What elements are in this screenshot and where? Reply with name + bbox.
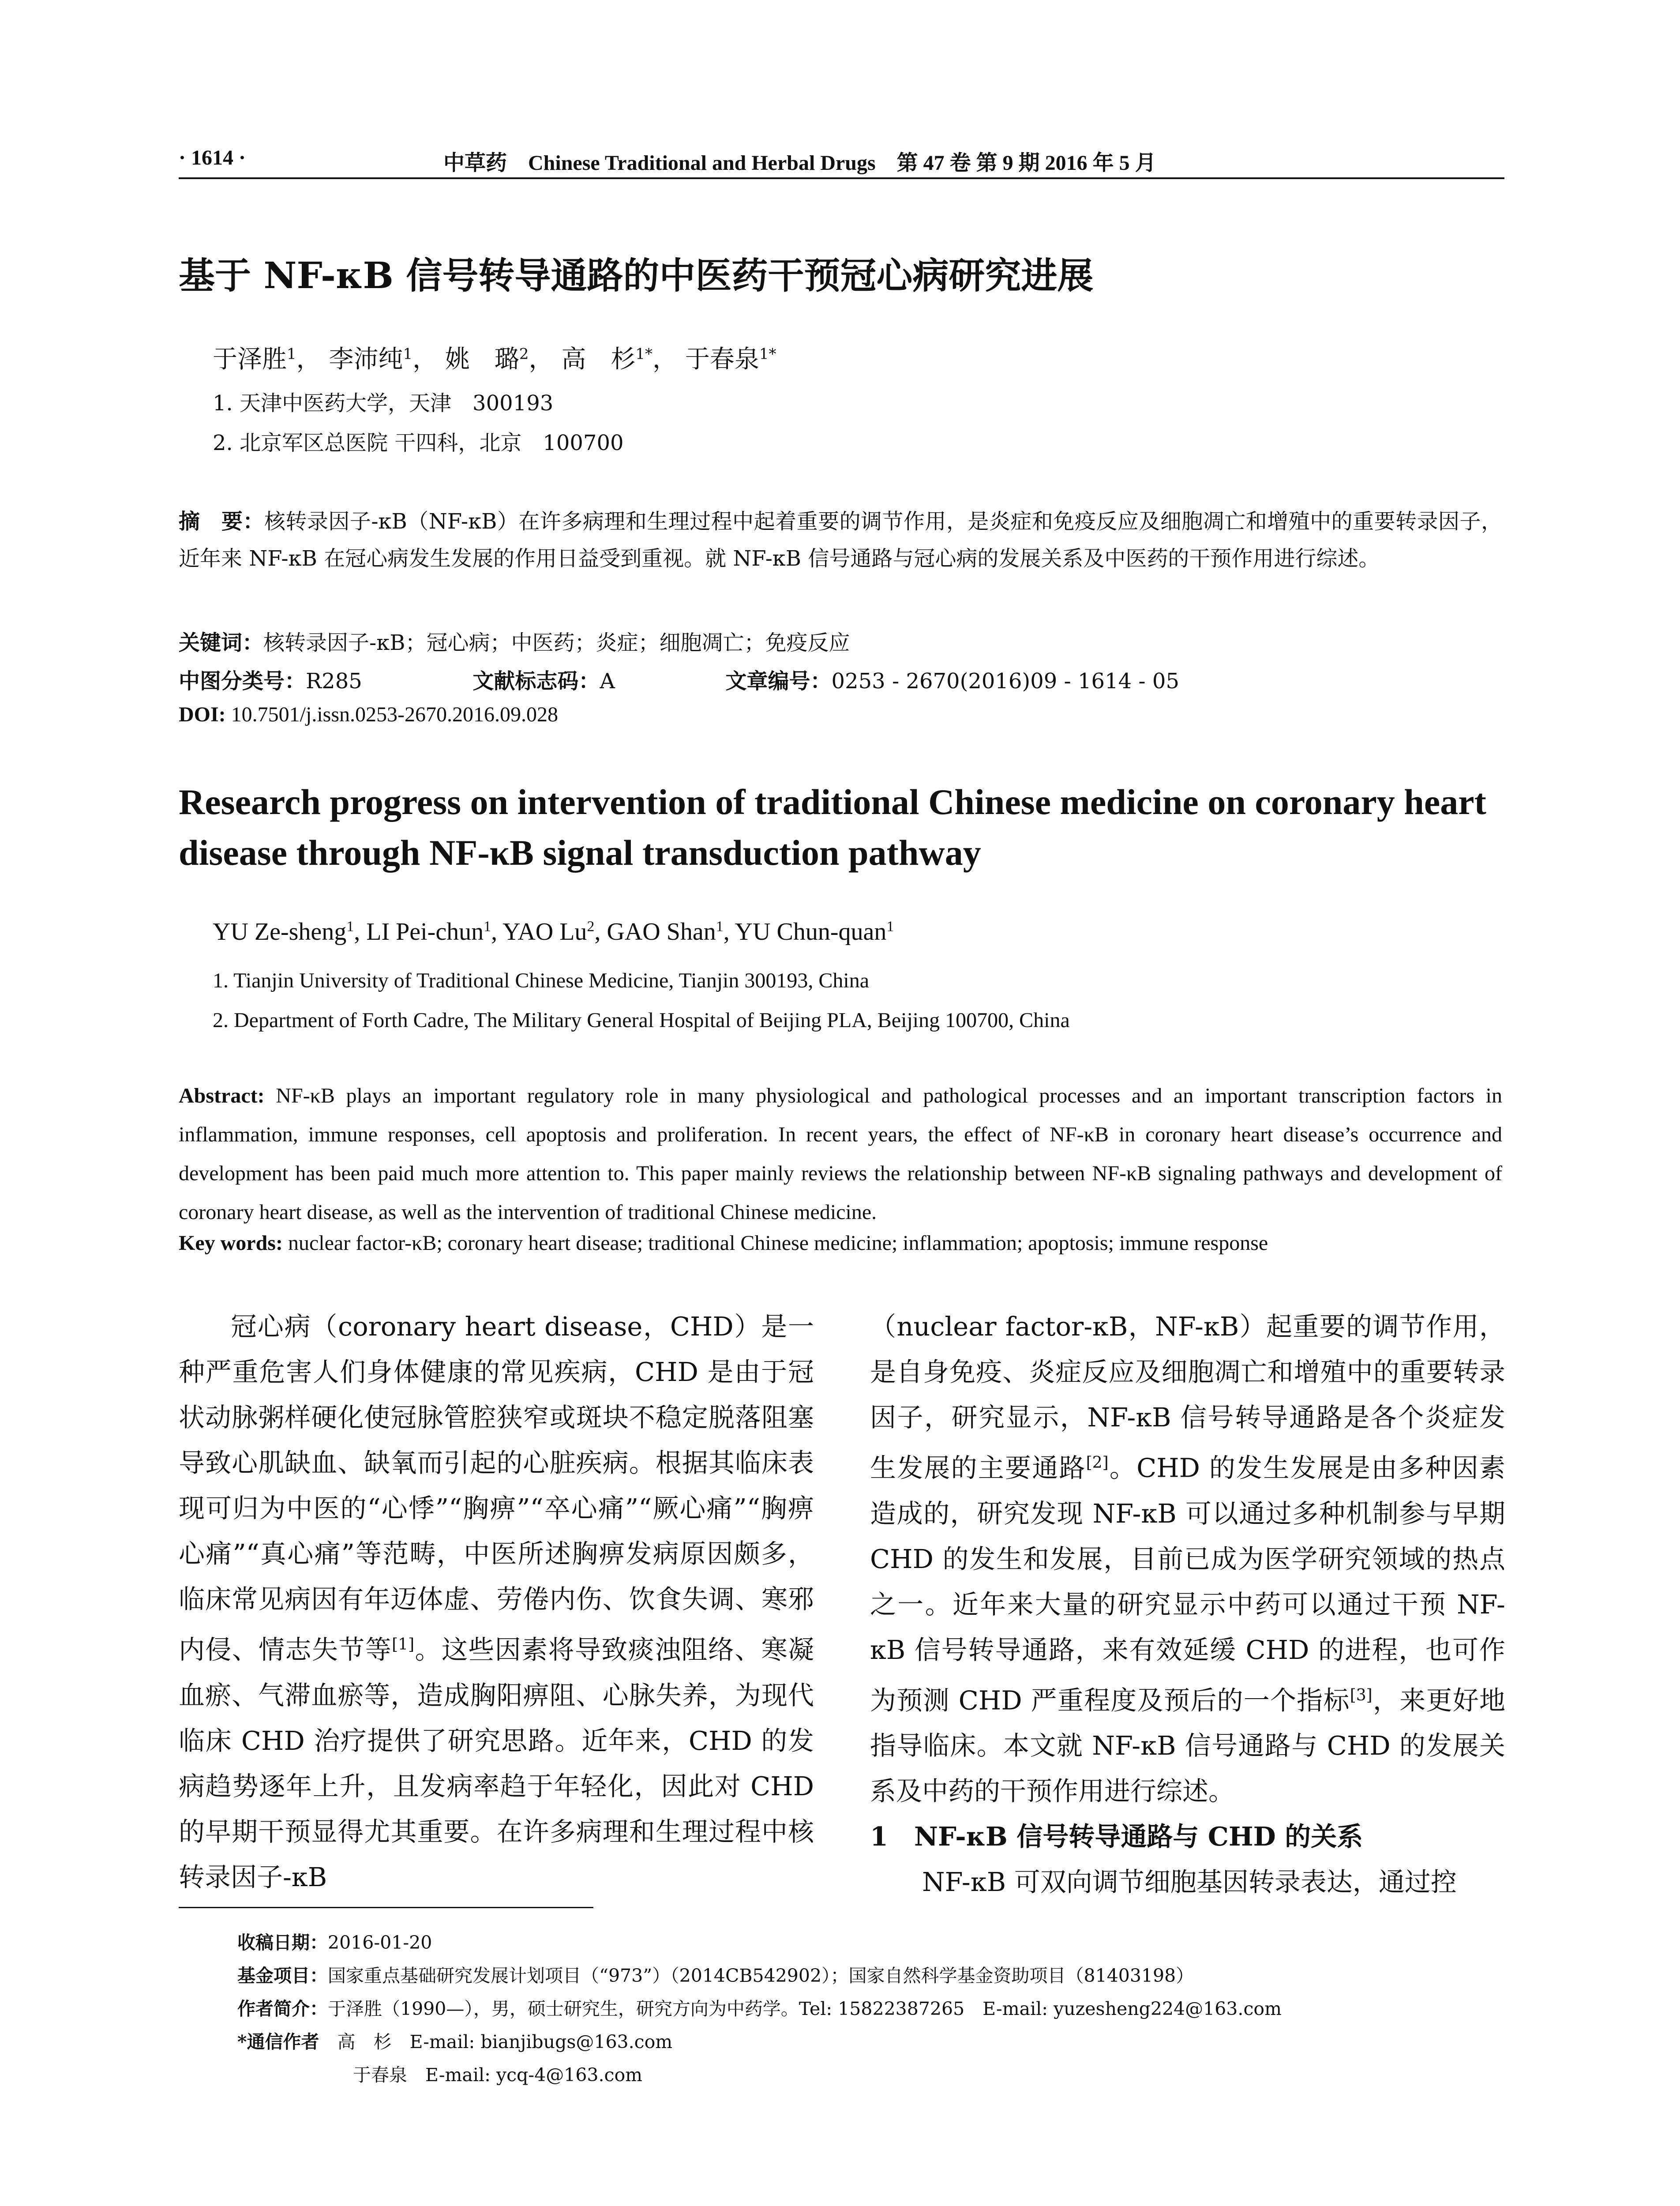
chinese-title: 基于 NF-κB 信号转导通路的中医药干预冠心病研究进展	[179, 255, 1094, 297]
doc-code-label: 文献标志码：	[472, 669, 600, 694]
footnote-text: 国家重点基础研究发展计划项目（“973”）（2014CB542902）；国家自然科学基金资助项目（81403198）	[328, 1965, 1194, 1986]
keywords-text: nuclear factor-κB; coronary heart disease; traditional Chinese medicine; inflammation; apoptosis; immune response	[288, 1231, 1268, 1255]
author-affiliation-mark: 1	[287, 345, 296, 363]
author-name: YAO Lu	[502, 918, 587, 945]
author-name: YU Ze-sheng	[213, 918, 347, 945]
english-affiliation: 2. Department of Forth Cadre, The Military General Hospital of Beijing PLA, Beijing 100700, China	[213, 1009, 1070, 1032]
doi-link[interactable]: 10.7501/j.issn.0253-2670.2016.09.028	[231, 703, 559, 726]
footnote-label: 基金项目：	[237, 1965, 328, 1986]
doi-label: DOI:	[179, 703, 226, 726]
footnote-text: 2016-01-20	[328, 1932, 432, 1953]
footnote-funding	[237, 1961, 1194, 1987]
author-affiliation-mark: 2	[587, 918, 595, 935]
paragraph-text: ，来更好地指导临床。本文就 NF-κB 信号通路与 CHD 的发展关系及中药的干预作用进行综述。	[870, 1685, 1505, 1807]
footnote-correspondence-second	[353, 2060, 642, 2086]
abstract-label: 摘 要：	[179, 509, 264, 534]
english-title: Research progress on intervention of traditional Chinese medicine on coronary heart disease through NF-κB signal transduction pathway	[179, 782, 1486, 873]
citation-link[interactable]: [3]	[1350, 1686, 1372, 1704]
author-affiliation-mark: 1	[484, 918, 491, 935]
author-name: 李沛纯	[329, 345, 403, 374]
paragraph-text: （nuclear factor-κB，NF-κB）起重要的调节作用，是自身免疫、炎症反应及细胞凋亡和增殖中的重要转录因子，研究显示，NF-κB 信号转导通路是各个炎症发生发展的主要通路	[870, 1311, 1505, 1483]
footnote-divider	[179, 1907, 593, 1908]
header-divider	[179, 177, 1504, 179]
chinese-abstract	[179, 503, 1502, 577]
chinese-keywords	[179, 626, 850, 656]
chinese-authors: 于泽胜$^1$， 李沛纯$^1$， 姚 璐$^2$， 高 杉$^{1*}$， 于春泉$^{1*}$	[213, 345, 776, 374]
abstract-text: 核转录因子-κB（NF-κB）在许多病理和生理过程中起着重要的调节作用，是炎症和免疫反应及细胞凋亡和增殖中的重要转录因子，近年来 NF-κB 在冠心病发生发展的作用日益受到重视。就 NF-κB 信号通路与冠心病的发展关系及中医药的干预作用进行综述。	[179, 509, 1502, 571]
footnote-label: 作者简介：	[237, 1998, 328, 2019]
clc-value: R285	[306, 669, 362, 694]
body-paragraph	[179, 1304, 814, 1900]
abstract-text: NF-κB plays an important regulatory role in many physiological and pathological processes and an important transcription factors in inflammation, immune responses, cell apoptosis and proliferation. In recent years, the effect of NF-κB in coronary heart disease’s occurrence and development has been paid much more attention to. This paper mainly reviews the relationship between NF-κB signaling pathways and development of coronary heart disease, as well as the intervention of traditional Chinese medicine.	[179, 1084, 1503, 1224]
author-affiliation-mark: 1	[716, 918, 724, 935]
running-header	[179, 140, 1502, 180]
english-authors: YU Ze-sheng$^1$, LI Pei-chun$^1$, YAO Lu$^2$, GAO Shan$^1$, YU Chun-quan$^1$	[213, 918, 894, 945]
author-name: 高 杉	[561, 345, 636, 374]
footnote-text: 于泽胜（1990—），男，硕士研究生，研究方向为中药学。Tel: 15822387265 E-mail: yuzesheng224@163.com	[328, 1998, 1282, 2019]
citation-link[interactable]: [2]	[1086, 1454, 1109, 1472]
author-affiliation-mark: 1*	[635, 345, 652, 363]
doc-code-value: A	[600, 669, 615, 694]
chinese-affiliation: 2. 北京军区总医院 干四科，北京 100700	[213, 431, 624, 455]
footnote-text: 于春泉 E-mail: ycq-4@163.com	[353, 2064, 643, 2086]
keywords-label: Key words:	[179, 1231, 283, 1255]
author-name: GAO Shan	[607, 918, 716, 945]
paragraph-text: 冠心病（coronary heart disease，CHD）是一种严重危害人们身体健康的常见疾病，CHD 是由于冠状动脉粥样硬化使冠脉管腔狭窄或斑块不稳定脱落阻塞导致心肌缺血、缺氧而引起的心脏疾病。根据其临床表现可归为中医的“心悸”“胸痹”“卒心痛”“厥心痛”“胸痹心痛”“真心痛”等范畴，中医所述胸痹发病原因颇多，临床常见病因有年迈体虚、劳倦内伤、饮食失调、寒邪内侵、情志失节等	[179, 1311, 814, 1665]
keywords-label: 关键词：	[179, 630, 264, 655]
paragraph-text: 。这些因素将导致痰浊阻络、寒凝血瘀、气滞血瘀等，造成胸阳痹阻、心脉失养，为现代临床 CHD 治疗提供了研究思路。近年来，CHD 的发病趋势逐年上升，且发病率趋于年轻化，因此对 CHD 的早期干预显得尤其重要。在许多病理和生理过程中核转录因子-κB	[179, 1634, 814, 1892]
english-keywords	[179, 1231, 1502, 1255]
footnote-label: 收稿日期：	[237, 1932, 328, 1953]
doi-line	[179, 702, 558, 727]
journal-header: 中草药 Chinese Traditional and Herbal Drugs 第 47 卷 第 9 期 2016 年 5 月	[443, 151, 1156, 175]
footnote-text: 高 杉 E-mail: bianjibugs@163.com	[319, 2031, 673, 2052]
footnote-author-bio	[237, 1994, 1282, 2020]
keywords-text: 核转录因子-κB；冠心病；中医药；炎症；细胞凋亡；免疫反应	[263, 630, 850, 655]
author-name: 于春泉	[685, 345, 759, 374]
article-no-label: 文章编号：	[725, 669, 832, 694]
author-affiliation-mark: 1	[403, 345, 413, 363]
section-heading: 1 NF-κB 信号转导通路与 CHD 的关系	[870, 1821, 1363, 1852]
body-column-left	[179, 1304, 814, 1900]
author-name: 于泽胜	[213, 345, 287, 374]
author-name: YU Chun-quan	[735, 918, 887, 945]
footnote-received	[237, 1928, 432, 1954]
english-abstract	[179, 1077, 1502, 1232]
body-paragraph	[870, 1304, 1505, 1814]
author-affiliation-mark: 1*	[759, 345, 776, 363]
author-name: 姚 璐	[445, 345, 519, 374]
abstract-label: Abstract:	[179, 1084, 265, 1107]
body-column-right	[870, 1304, 1505, 1905]
article-no-value: 0253 - 2670(2016)09 - 1614 - 05	[831, 669, 1179, 694]
citation-link[interactable]: [1]	[392, 1636, 415, 1654]
english-affiliation: 1. Tianjin University of Traditional Chinese Medicine, Tianjin 300193, China	[213, 969, 870, 992]
author-affiliation-mark: 2	[519, 345, 529, 363]
clc-label: 中图分类号：	[179, 669, 306, 694]
footnote-label: *通信作者	[237, 2031, 319, 2052]
author-affiliation-mark: 1	[346, 918, 354, 935]
author-name: LI Pei-chun	[366, 918, 484, 945]
body-paragraph: NF-κB 可双向调节细胞基因转录表达，通过控	[922, 1867, 1457, 1898]
chinese-affiliation: 1. 天津中医药大学，天津 300193	[213, 391, 554, 416]
classification-line	[179, 664, 1179, 694]
page-number: · 1614 ·	[179, 146, 246, 169]
footnote-correspondence	[237, 2027, 672, 2053]
paragraph-text: 。CHD 的发生发展是由多种因素造成的，研究发现 NF-κB 可以通过多种机制参与早期 CHD 的发生和发展，目前已成为医学研究领域的热点之一。近年来大量的研究显示中药可以通过干预 NF-κB 信号转导通路，来有效延缓 CHD 的进程，也可作为预测 CHD 严重程度及预后的一个指标	[870, 1452, 1505, 1716]
author-affiliation-mark: 1	[886, 918, 894, 935]
